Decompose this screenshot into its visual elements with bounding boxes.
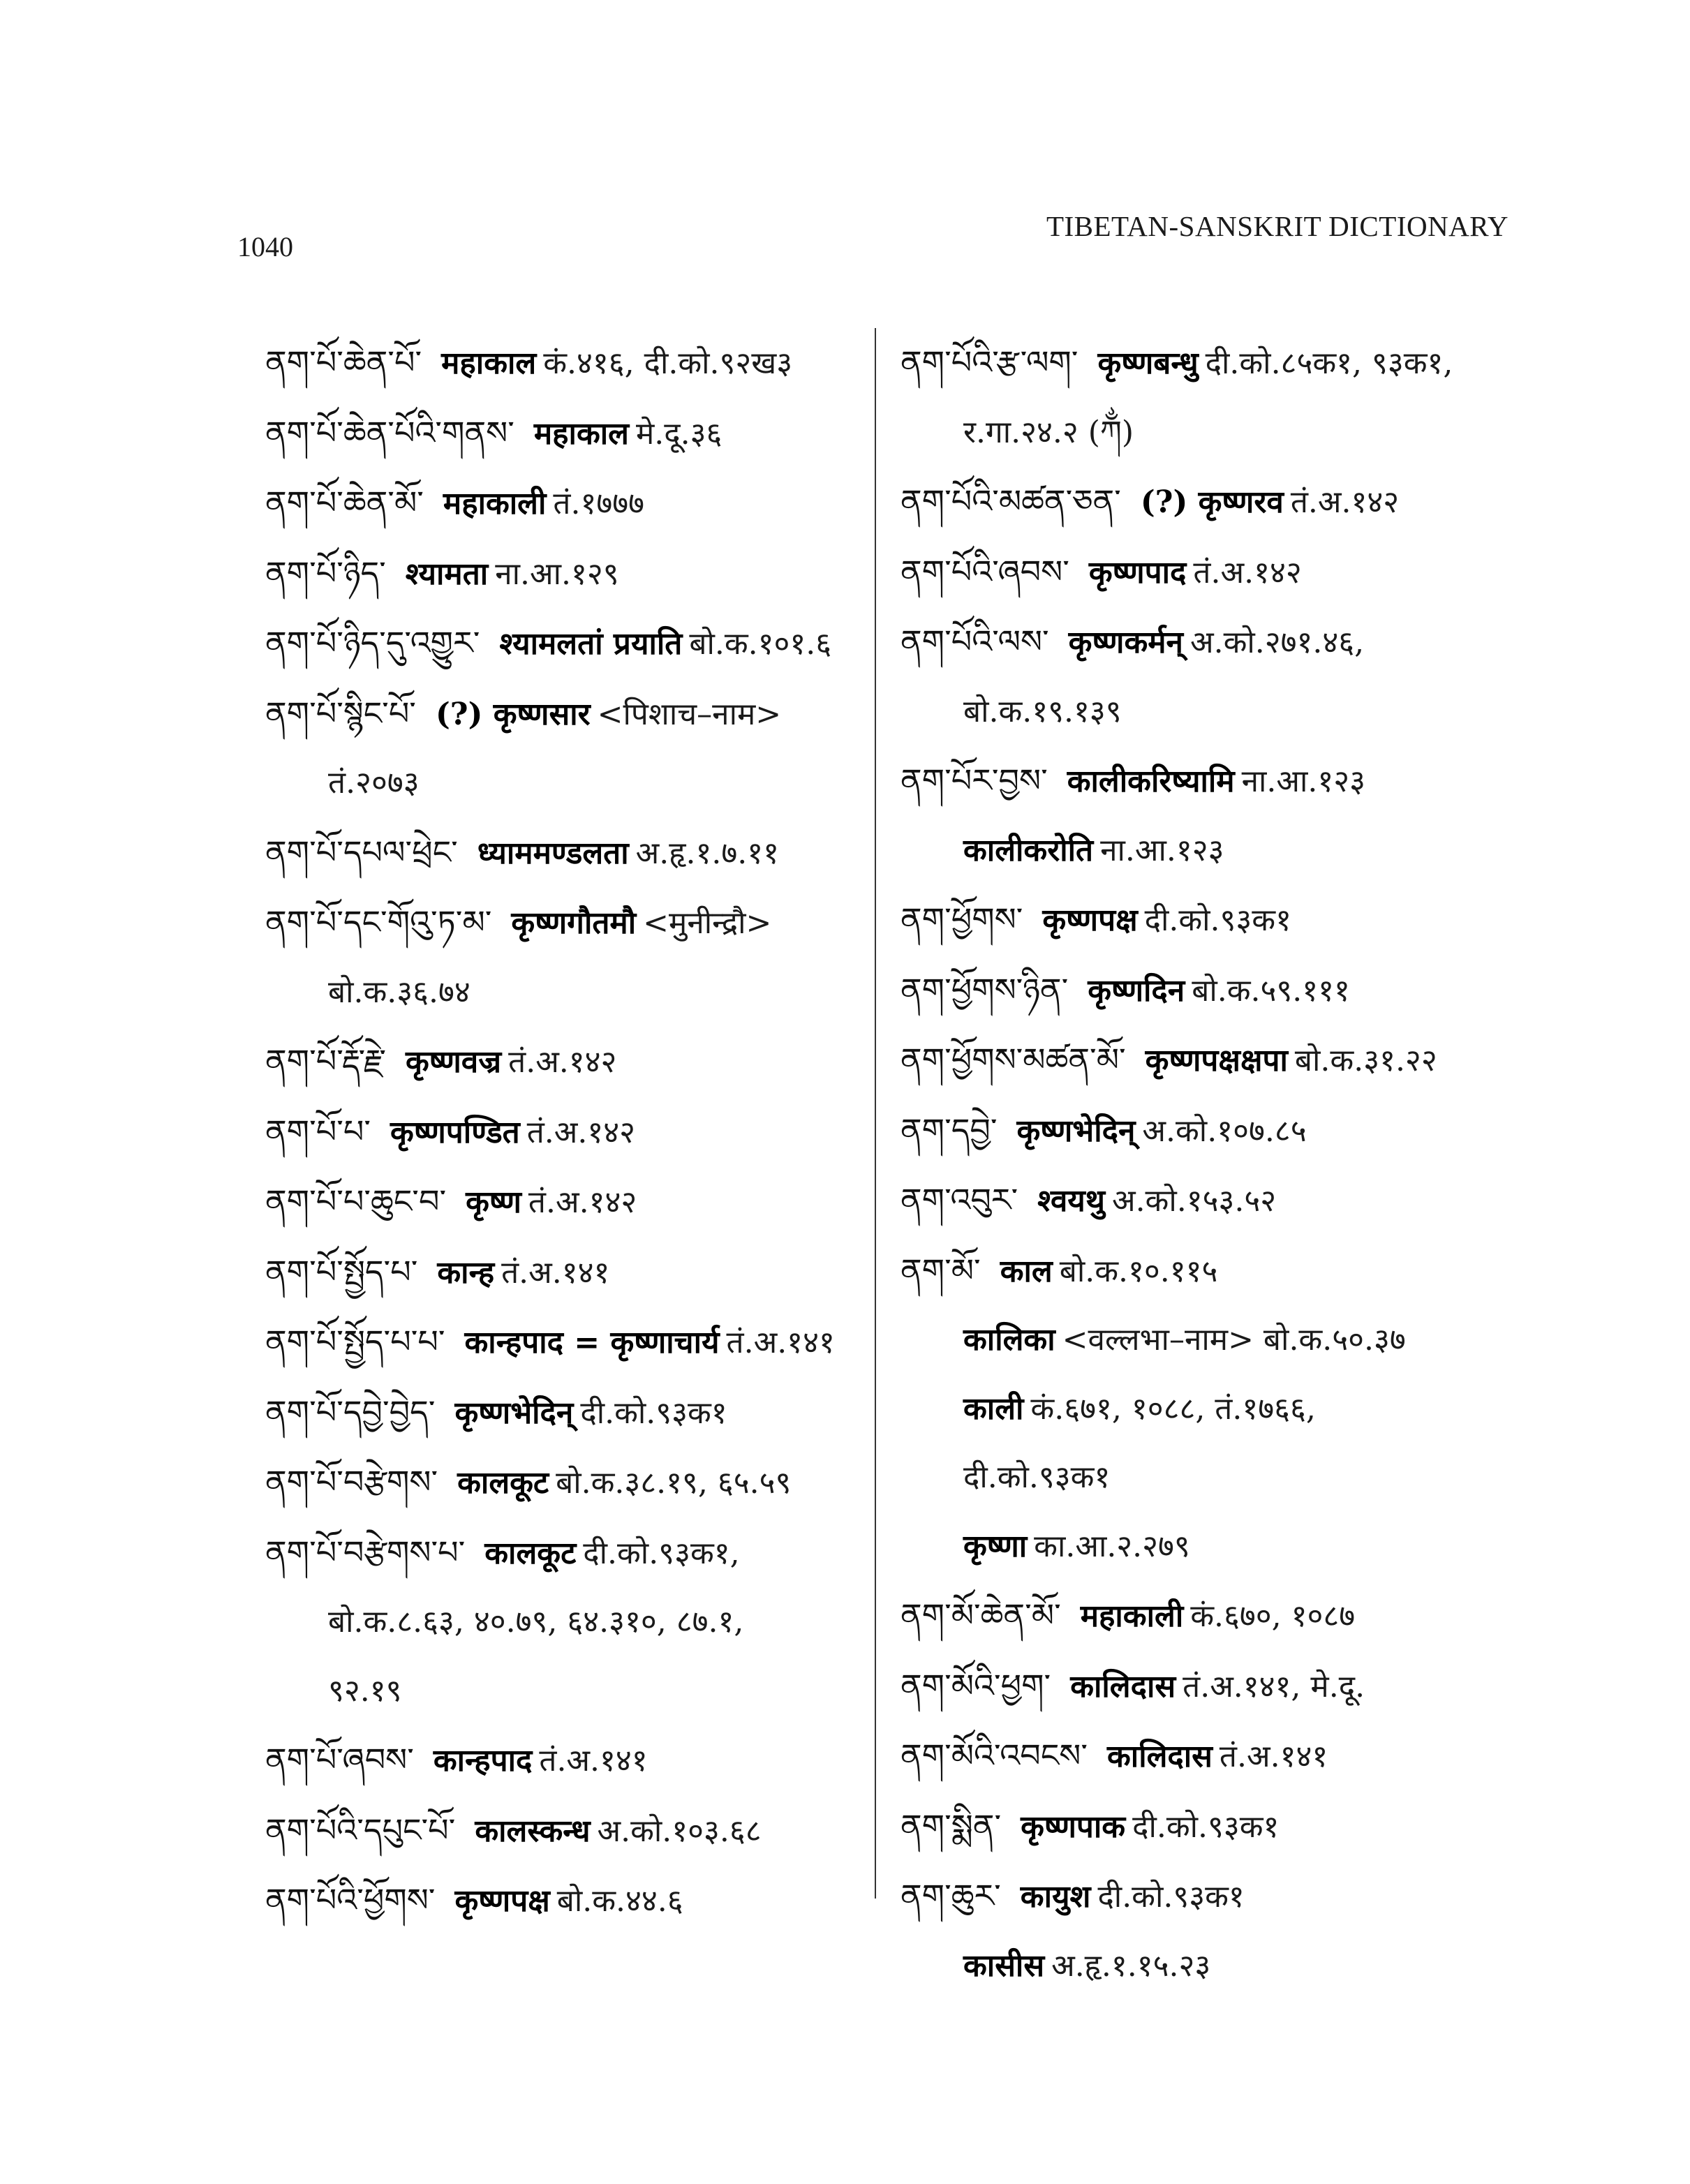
source-reference: तं.अ.१४२	[508, 1044, 617, 1080]
tibetan-headword: ནག་པོ་བརྩེགས་པ་	[265, 1533, 466, 1571]
source-reference: तं.अ.१४२	[528, 1184, 637, 1220]
tibetan-headword: ནག་པོའི་ལས་	[900, 623, 1049, 660]
dictionary-entry	[265, 1167, 880, 1238]
source-reference: मे.दू.३६	[635, 415, 722, 452]
sanskrit-equivalent: कान्हपाद	[433, 1743, 533, 1778]
dictionary-entry	[265, 1448, 880, 1518]
sanskrit-equivalent: श्यामलतां प्रयाति	[499, 626, 683, 662]
tibetan-headword: ནག་མོའི་ཕྱག་	[900, 1666, 1051, 1704]
dictionary-entry	[900, 885, 1529, 956]
entry-continuation	[900, 678, 1529, 747]
sanskrit-equivalent: कान्ह	[437, 1254, 495, 1291]
tibetan-headword: ནག་སྨིན་	[900, 1806, 1002, 1845]
tibetan-headword: ནག་མོའི་འབངས་	[900, 1737, 1088, 1774]
sanskrit-equivalent: (?) कृष्णसार	[435, 696, 591, 732]
source-reference: बो.क.१०.११५	[1059, 1253, 1218, 1289]
dictionary-entry	[900, 1862, 1529, 1932]
source-reference: अ.हृ.१.१५.२३	[1051, 1947, 1211, 1984]
dictionary-entry	[900, 1236, 1529, 1307]
dictionary-entry	[900, 467, 1529, 537]
dictionary-entry	[265, 1518, 880, 1589]
source-reference: बो.क.३६.७४	[328, 974, 470, 1010]
tibetan-headword: ནག་པོ་པ་	[265, 1112, 371, 1150]
source-reference: ना.आ.१२३	[1241, 764, 1365, 799]
sanskrit-equivalent: कालकूट	[484, 1535, 577, 1571]
dictionary-entry	[900, 1651, 1529, 1722]
sanskrit-equivalent: काल	[1000, 1253, 1053, 1289]
sanskrit-equivalent: कालकूट	[457, 1465, 549, 1501]
tibetan-headword: ནག་པོའི་དཔུང་པོ་	[265, 1811, 456, 1849]
dictionary-entry	[900, 1096, 1529, 1166]
entry-continuation	[900, 1443, 1529, 1513]
sanskrit-equivalent: कृष्णपाक	[1021, 1808, 1126, 1845]
dictionary-entry	[900, 328, 1529, 399]
sanskrit-equivalent: महाकाल	[533, 415, 629, 452]
entry-continuation	[900, 1375, 1529, 1444]
dictionary-entry	[900, 1166, 1529, 1236]
source-reference: <वल्लभा–नाम> बो.क.५०.३७	[1062, 1322, 1406, 1358]
dictionary-entry	[265, 818, 880, 889]
source-reference: ९२.१९	[328, 1672, 402, 1709]
entry-continuation	[900, 1513, 1529, 1582]
tibetan-headword: ནག་པོ་སྤྱོད་པ་	[265, 1252, 418, 1291]
entry-continuation	[265, 958, 880, 1027]
source-reference: <पिशाच–नाम>	[597, 696, 782, 732]
tibetan-headword: ནག་པོ་ཆེན་པོ་	[265, 343, 422, 381]
dictionary-entry	[900, 1792, 1529, 1862]
source-reference: बो.क.३८.१९, ६५.५९	[556, 1465, 792, 1501]
source-reference: अ.हृ.१.७.११	[635, 835, 779, 871]
tibetan-headword: ནག་ཕྱོགས་ཉིན་	[900, 970, 1069, 1009]
sanskrit-equivalent: कृष्णपण्डित	[390, 1114, 520, 1150]
source-reference: कं.६७०, १०८७	[1190, 1598, 1356, 1634]
source-reference: तं.२०७३	[328, 765, 420, 801]
source-reference: बो.क.१०१.६	[689, 626, 832, 662]
dictionary-entry	[265, 539, 880, 609]
dictionary-entry	[265, 328, 880, 399]
source-reference: दी.को.९३क१	[1144, 902, 1291, 938]
sanskrit-equivalent: कृष्णपक्षक्षपा	[1145, 1043, 1288, 1078]
dictionary-entry	[265, 1238, 880, 1308]
entry-continuation	[900, 1306, 1529, 1375]
sanskrit-equivalent: कालिदास	[1107, 1739, 1213, 1774]
dictionary-entry	[265, 1796, 880, 1866]
sanskrit-equivalent: कृष्णवज्र	[406, 1044, 502, 1080]
source-reference: का.आ.२.२७९	[1034, 1528, 1190, 1564]
dictionary-entry	[900, 956, 1529, 1026]
sanskrit-equivalent: कालिका	[963, 1322, 1055, 1358]
sanskrit-equivalent: काली	[963, 1390, 1024, 1427]
sanskrit-equivalent: ध्याममण्डलता	[477, 835, 629, 871]
sanskrit-equivalent: श्वयथु	[1037, 1183, 1105, 1219]
page-number: 1040	[237, 231, 293, 262]
tibetan-headword: ནག་པོ་ཉིད་	[265, 554, 386, 592]
tibetan-headword: ནག་ཕྱོགས་	[900, 900, 1023, 938]
dictionary-entry	[900, 1025, 1529, 1096]
sanskrit-equivalent: महाकाली	[443, 486, 547, 521]
source-reference: तं.अ.१४१	[1219, 1739, 1328, 1774]
tibetan-headword: ནག་པོ་པ་ཆུང་བ་	[265, 1182, 447, 1220]
source-reference: र.गा.२४.२ (ཀྂ)	[963, 414, 1134, 450]
entry-continuation	[265, 749, 880, 818]
dictionary-entry	[265, 1097, 880, 1168]
source-reference: बो.क.३१.२२	[1294, 1043, 1437, 1078]
dictionary-entry	[900, 1721, 1529, 1792]
source-reference: ना.आ.१२९	[495, 556, 619, 592]
entry-continuation	[900, 399, 1529, 468]
tibetan-headword: ནག་པོ་སྤྱོད་པ་པ་	[265, 1323, 445, 1360]
column-divider	[875, 328, 876, 1899]
sanskrit-equivalent: कालीकरोति	[963, 832, 1094, 868]
dictionary-entry	[265, 888, 880, 958]
dictionary-entry	[265, 1027, 880, 1097]
tibetan-headword: ནག་པོའི་ཞབས་	[900, 552, 1069, 590]
source-reference: तं.अ.१४१	[726, 1325, 835, 1360]
source-reference: तं.अ.१४२	[1290, 484, 1400, 520]
left-column	[265, 328, 880, 1936]
source-reference: तं.अ.१४२	[1193, 554, 1302, 590]
dictionary-entry	[265, 399, 880, 469]
sanskrit-equivalent: कायुश	[1020, 1879, 1091, 1915]
source-reference: तं.१७७७	[553, 486, 645, 521]
sanskrit-equivalent: कृष्णदिन	[1088, 972, 1185, 1009]
source-reference: दी.को.९३क१	[1097, 1879, 1245, 1915]
sanskrit-equivalent: कृष्णा	[963, 1528, 1028, 1564]
source-reference: अ.को.१०३.६८	[597, 1813, 762, 1849]
entry-continuation	[265, 1588, 880, 1657]
dictionary-entry	[265, 1866, 880, 1936]
source-reference: तं.अ.१४२	[526, 1114, 636, 1150]
dictionary-entry	[265, 468, 880, 539]
tibetan-headword: ནག་པོ་སྙིང་པོ་	[265, 694, 416, 732]
sanskrit-equivalent: महाकाली	[1080, 1598, 1184, 1634]
tibetan-headword: ནག་པོ་ཆེན་མོ་	[265, 484, 424, 521]
dictionary-entry	[265, 1725, 880, 1796]
sanskrit-equivalent: कालिदास	[1070, 1668, 1176, 1704]
source-reference: <मुनीन्द्रौ>	[643, 905, 772, 941]
tibetan-headword: ནག་པོ་ཞབས་	[265, 1741, 414, 1778]
sanskrit-equivalent: कृष्ण	[466, 1184, 521, 1220]
right-column	[900, 328, 1529, 2000]
sanskrit-equivalent: कृष्णगौतमौ	[511, 905, 637, 941]
sanskrit-equivalent: महाकाल	[441, 346, 537, 381]
tibetan-headword: ནག་པོ་དང་གོའུ་ཏ་མ་	[265, 903, 492, 941]
tibetan-headword: ནག་ཆུར་	[900, 1877, 1001, 1915]
sanskrit-equivalent: कृष्णबन्धु	[1097, 346, 1199, 381]
sanskrit-equivalent: कालीकरिष्यामि	[1067, 764, 1235, 799]
tibetan-headword: ནག་པོར་བྱས་	[900, 762, 1048, 799]
source-reference: कं.४१६, दी.को.९२ख३	[543, 346, 793, 381]
dictionary-entry	[265, 1307, 880, 1378]
tibetan-headword: ནག་པོ་ཉིད་དུ་འགྱུར་	[265, 624, 480, 662]
source-reference: बो.क.५९.१११	[1192, 972, 1350, 1009]
running-head: TIBETAN-SANSKRIT DICTIONARY	[1046, 210, 1509, 242]
tibetan-headword: ནག་མོ་ཆེན་མོ་	[900, 1596, 1061, 1634]
tibetan-headword: ནག་དབྱེ་	[900, 1110, 998, 1149]
dictionary-entry	[265, 679, 880, 750]
entry-continuation	[900, 1932, 1529, 2001]
source-reference: तं.अ.१४१	[501, 1254, 610, 1291]
source-reference: बो.क.८.६३, ४०.७९, ६४.३१०, ८७.१,	[328, 1604, 744, 1640]
dictionary-entry	[900, 746, 1529, 817]
entry-continuation	[900, 817, 1529, 886]
sanskrit-equivalent: श्यामता	[405, 556, 489, 592]
tibetan-headword: ནག་པོ་དཔལ་ཕྲེང་	[265, 833, 458, 871]
tibetan-headword: ནག་ཕྱོགས་མཚན་མོ་	[900, 1041, 1126, 1078]
dictionary-entry	[900, 537, 1529, 608]
sanskrit-equivalent: कृष्णपक्ष	[1042, 902, 1138, 938]
tibetan-headword: ནག་མོ་	[900, 1251, 981, 1289]
tibetan-headword: ནག་པོ་ཆེན་པོའི་གནས་	[265, 413, 514, 452]
entry-continuation	[265, 1657, 880, 1726]
tibetan-headword: ནག་པོའི་རྩ་ལག་	[900, 343, 1079, 381]
sanskrit-equivalent: कृष्णभेदिन्	[1016, 1113, 1136, 1149]
sanskrit-equivalent: कृष्णपक्ष	[454, 1883, 550, 1919]
source-reference: दी.को.९३क१,	[583, 1535, 740, 1571]
sanskrit-equivalent: कृष्णकर्मन्	[1068, 625, 1183, 660]
source-reference: दी.को.९३क१	[580, 1395, 727, 1431]
source-reference: अ.को.२७१.४६,	[1189, 625, 1365, 660]
sanskrit-equivalent: (?) कृष्णरव	[1140, 484, 1284, 520]
tibetan-headword: ནག་པོ་བརྩེགས་	[265, 1463, 438, 1501]
sanskrit-equivalent: कृष्णपाद	[1088, 554, 1187, 590]
sanskrit-equivalent: कृष्णभेदिन्	[454, 1395, 574, 1431]
tibetan-headword: ནག་པོའི་མཚན་ཅན་	[900, 482, 1121, 520]
dictionary-entry	[900, 607, 1529, 678]
sanskrit-equivalent: कालस्कन्ध	[475, 1813, 591, 1849]
tibetan-headword: ནག་པོའི་ཕྱོགས་	[265, 1881, 436, 1919]
source-reference: बो.क.१९.१३९	[963, 693, 1122, 729]
source-reference: दी.को.९३क१	[1132, 1808, 1280, 1845]
tibetan-headword: ནག་པོ་དབྱེ་བྱེད་	[265, 1392, 436, 1431]
dictionary-entry	[265, 1378, 880, 1448]
source-reference: दी.को.८५क१, ९३क१,	[1205, 346, 1453, 381]
source-reference: तं.अ.१४१	[539, 1743, 648, 1778]
source-reference: दी.को.९३क१	[963, 1459, 1111, 1495]
source-reference: कं.६७१, १०८८, तं.१७६६,	[1030, 1390, 1316, 1427]
dictionary-entry	[900, 1581, 1529, 1651]
tibetan-headword: ནག་པོ་རྡོ་རྗེ་	[265, 1042, 387, 1080]
sanskrit-equivalent: कासीस	[963, 1947, 1045, 1984]
dictionary-entry	[265, 609, 880, 679]
source-reference: बो.क.४४.६	[556, 1883, 683, 1919]
sanskrit-equivalent: कान्हपाद = कृष्णाचार्य	[464, 1325, 720, 1360]
source-reference: ना.आ.१२३	[1100, 832, 1224, 868]
tibetan-headword: ནག་འབུར་	[900, 1181, 1018, 1219]
source-reference: अ.को.१५३.५२	[1111, 1183, 1277, 1219]
source-reference: अ.को.१०७.८५	[1142, 1113, 1307, 1149]
source-reference: तं.अ.१४१, मे.दू.	[1183, 1668, 1365, 1704]
